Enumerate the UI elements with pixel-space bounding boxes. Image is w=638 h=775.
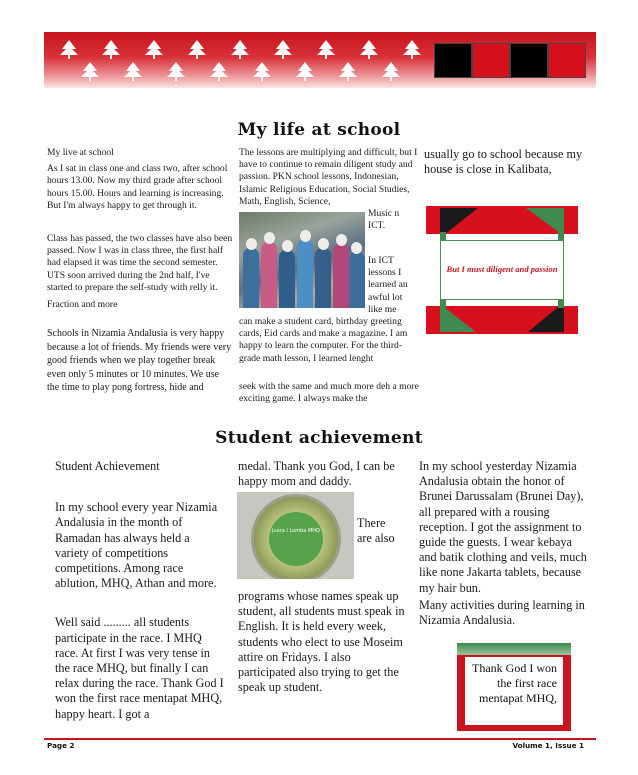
paragraph: The lessons are multiplying and difficult, but I have to continue to remain diligent study and passion. PKN school lessons, Indonesian, Islamic Religious Education, Social Studies, Math, English, Science, — [239, 147, 418, 207]
students-photo — [239, 212, 365, 308]
column-3-achievement — [419, 459, 591, 628]
black-block — [434, 43, 472, 78]
medal-inscription: Juara I Lomba MHQ — [272, 528, 320, 534]
red-block — [472, 43, 510, 78]
text-beside-photo: Music n ICT. — [368, 208, 400, 232]
red-block — [548, 43, 586, 78]
column-1-school-life — [47, 147, 233, 395]
black-block — [510, 43, 548, 78]
paragraph: Many activities during learning in Nizamia Andalusia. — [419, 597, 585, 628]
paragraph: In my school yesterday Nizamia Andalusia obtain the honor of Brunei Darussalam (Brunei Day), all prepared with a rousing reception. I got the assignment to guide the guests. I wear kebaya and batik clothing and veils, much like none Jakarta tablets, because my hair bun. — [419, 459, 587, 595]
text-beside-photo: In ICT lessons I learned an awful lot like me — [368, 255, 408, 315]
article-subtitle: My live at school — [47, 147, 114, 158]
banner-color-blocks — [434, 43, 586, 78]
text-beside-medal: There are also — [357, 516, 395, 546]
paragraph: Schools in Nizamia Andalusia is very happy because a lot of friends. My friends were very good friends when we play together break even only 5 minutes or 10 minutes. We use the time to play pong fortress, hide and — [47, 328, 232, 394]
section-heading-achievement: Student achievement — [215, 428, 423, 448]
paragraph: Well said ......... all students participate in the race. I MHQ race. At first I was very tense in the race MHQ, but finally I can relax during the race. Thank God I won the first race mentapat MHQ, happy heart. I got a — [55, 615, 224, 721]
paragraph: seek with the same and much more deh a more exciting game. I always make the — [239, 381, 419, 405]
paragraph: medal. Thank you God, I can be happy mom and daddy. — [238, 459, 395, 489]
column-2-school-life — [239, 147, 419, 208]
paragraph: programs whose names speak up student, all students must speak in English. It is held every week, students who elect to use Moseim attire on Fridays. I also participated also trying to get the speak up student. — [238, 589, 405, 695]
column-1-achievement — [55, 459, 225, 722]
paragraph: can make a student card, birthday greeting cards, Eid cards and make a magazine. I am happy to learn the computer. For the third-grade math lesson, I learned lenght — [239, 316, 408, 364]
highlight-text: Thank God I won the first race mentapat MHQ, — [472, 661, 557, 705]
decorative-quote-graphic — [426, 206, 578, 334]
paragraph: In my school every year Nizamia Andalusia in the month of Ramadan has always held a variety of competitions competitions. Among race ablution, MHQ, Athan and more. — [55, 500, 218, 591]
page-number: Page 2 — [47, 741, 75, 750]
paragraph: Fraction and more — [47, 299, 118, 311]
article-subtitle: Student Achievement — [55, 459, 160, 473]
paragraph: As I sat in class one and class two, after school hours 13.00. Now my third grade after school hours 15.00. Hours and learning is increasing. But I'm always happy to get through it. — [47, 163, 228, 211]
issue-label: Volume 1, Issue 1 — [512, 741, 584, 750]
highlight-box — [457, 643, 571, 731]
column-3-school-life: usually go to school because my house is close in Kalibata, — [424, 147, 583, 177]
header-banner — [44, 32, 596, 88]
footer-divider — [44, 738, 596, 740]
section-heading-school-life: My life at school — [237, 120, 401, 140]
medal-photo — [237, 492, 354, 579]
paragraph: Class has passed, the two classes have also been passed. Now I was in class three, the first half had elapsed it was time the second semester. UTS soon arrived during the 2nd half, I've started to prepare the self-study with relly it. — [47, 233, 233, 293]
pull-quote: But I must diligent and passion — [446, 264, 558, 274]
